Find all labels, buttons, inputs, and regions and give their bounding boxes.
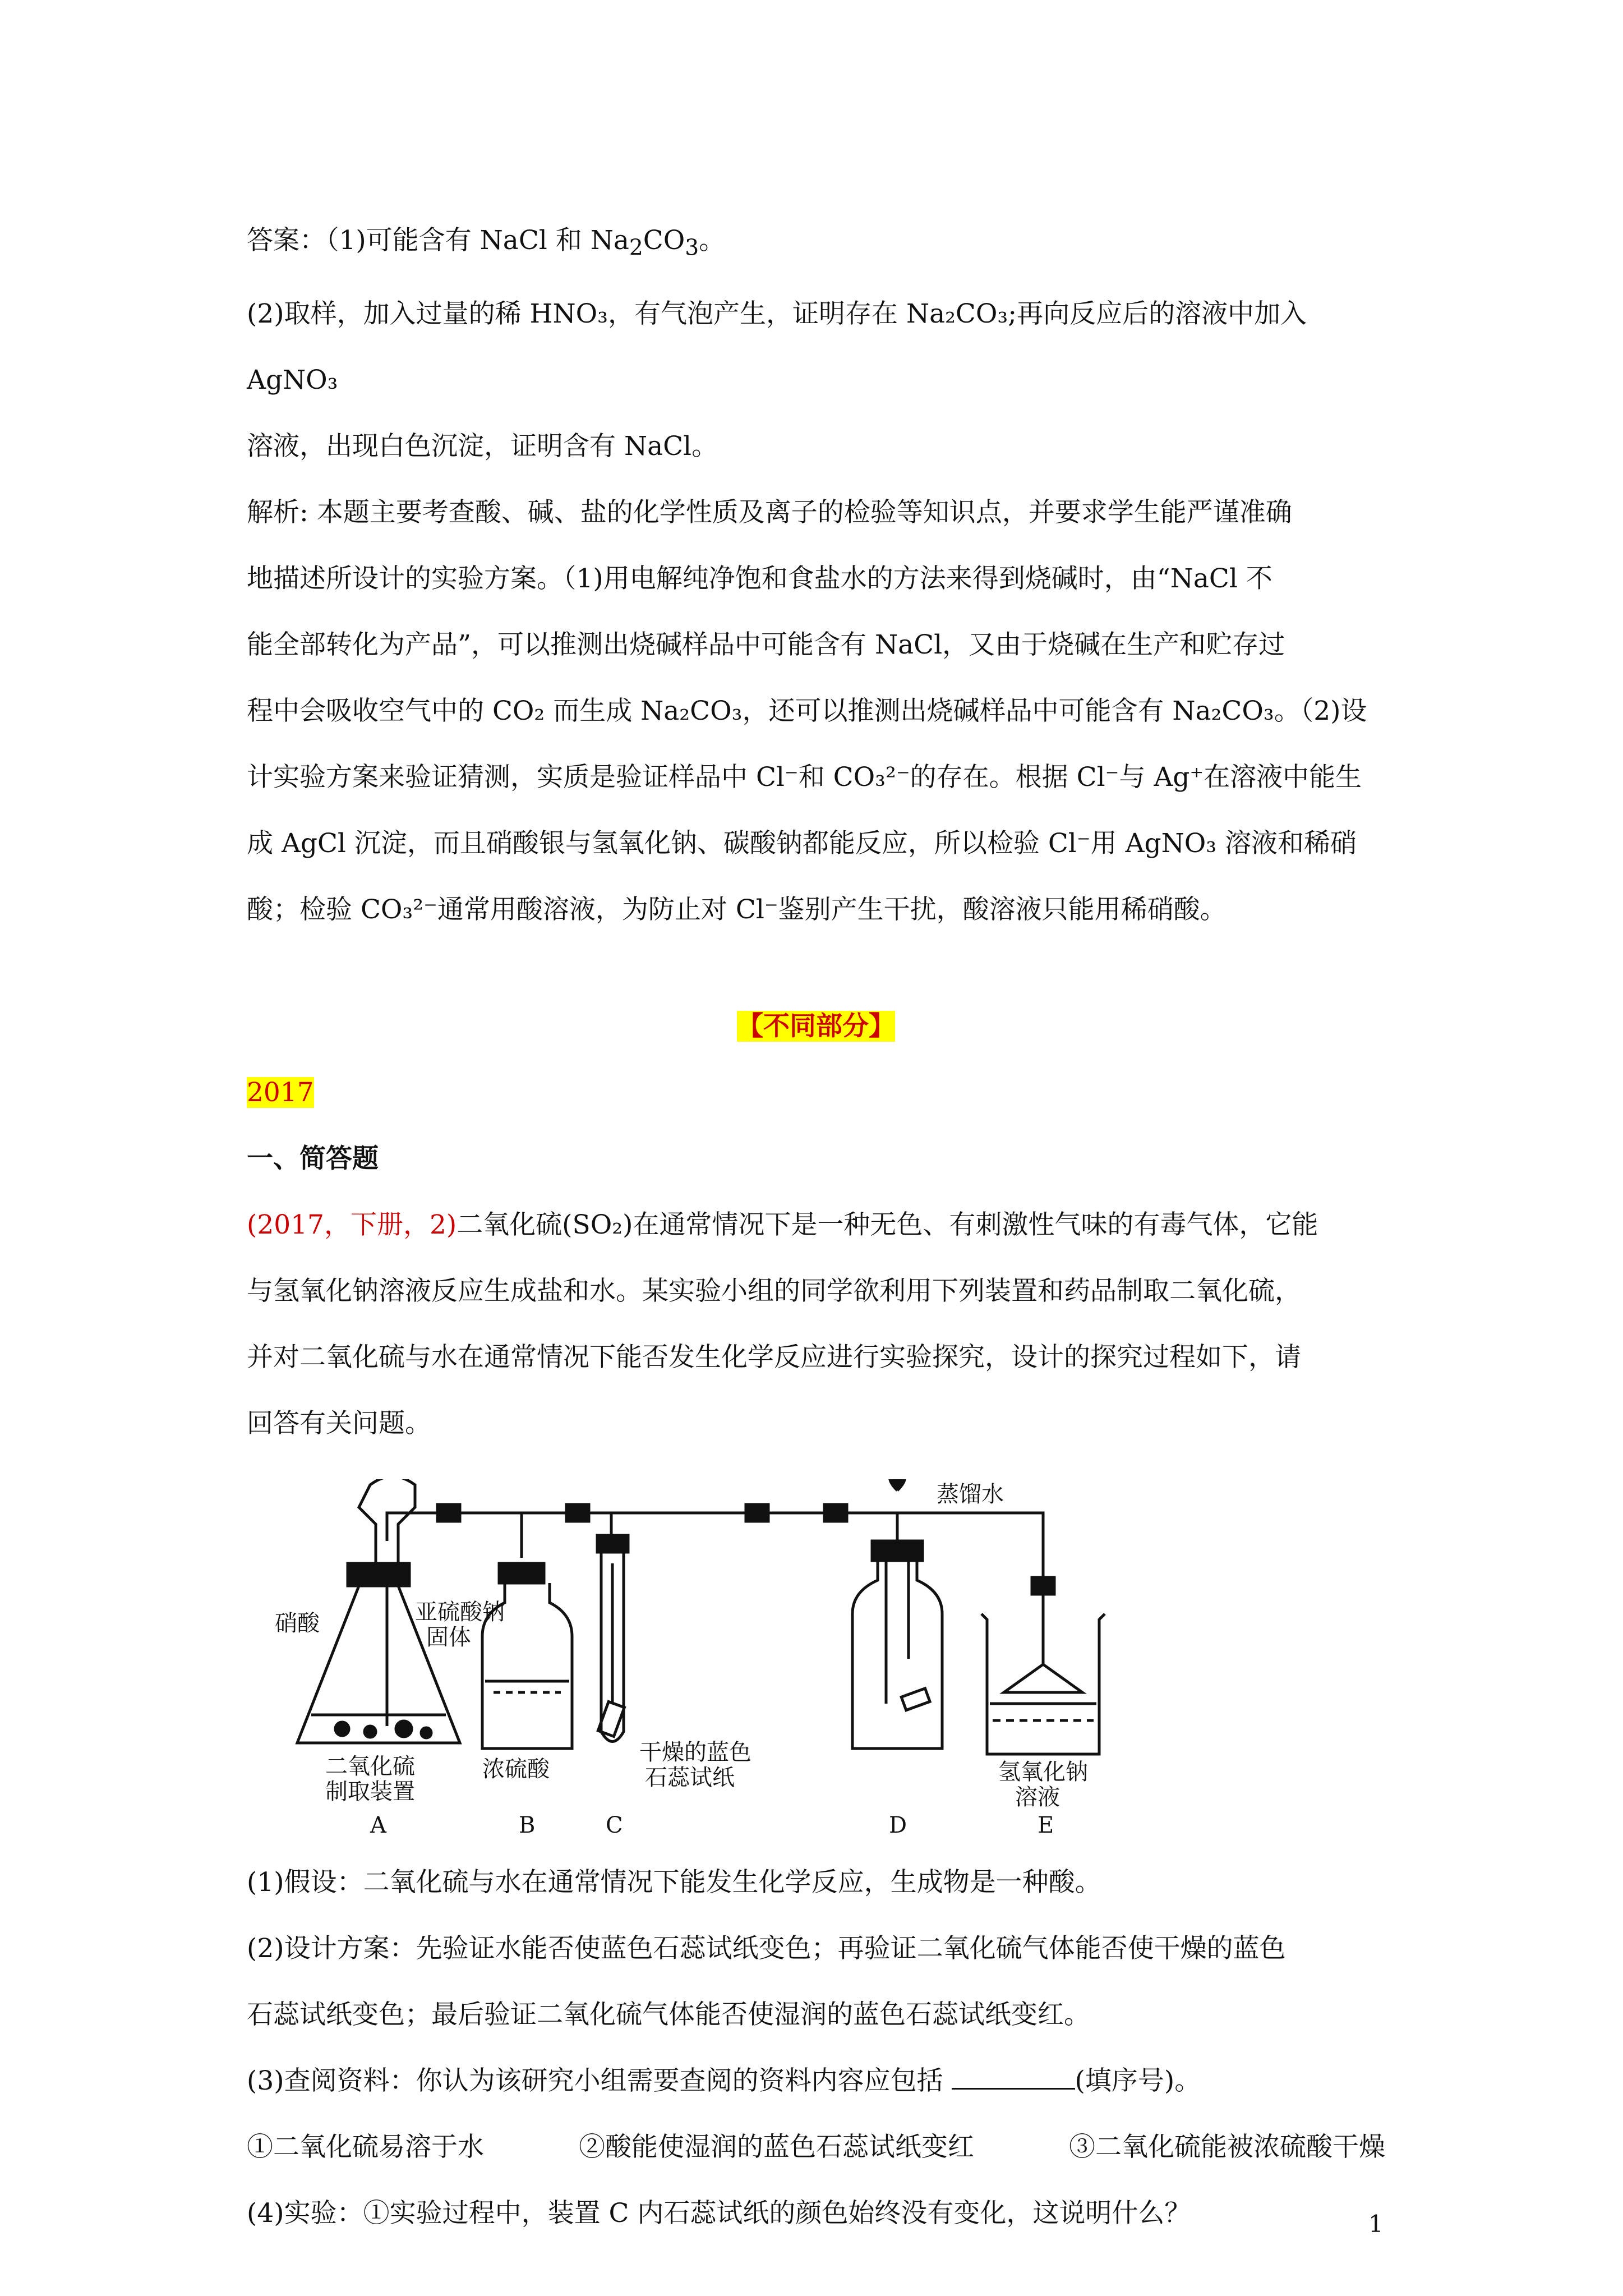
page-content — [247, 208, 1385, 2247]
section-title-line — [247, 993, 1385, 1060]
subsection-heading: 一、简答题 — [247, 1143, 379, 1175]
analysis-line-2: 地描述所设计的实验方案。（1)用电解纯净饱和食盐水的方法来得到烧碱时，由“NaCl 不 — [247, 563, 1272, 595]
analysis-line-4: 程中会吸收空气中的 CO₂ 而生成 Na₂CO₃，还可以推测出烧碱样品中可能含有 Na₂CO₃。（2)设 — [247, 696, 1367, 727]
answer-line-2: (2)取样，加入过量的稀 HNO₃，有气泡产生，证明存在 Na₂CO₃;再向反应后的溶液中加入 AgNO₃ — [247, 298, 1307, 396]
label-sodium-sulfite-1: 亚硫酸钠 — [415, 1599, 505, 1626]
label-dry-litmus-2: 石蕊试纸 — [645, 1765, 735, 1791]
question-line-3: 并对二氧化硫与水在通常情况下能否发生化学反应进行实验探究，设计的探究过程如下，请 — [247, 1342, 1301, 1373]
step-3: (3)查阅资料：你认为该研究小组需要查阅的资料内容应包括 (填序号)。 — [247, 2065, 1201, 2097]
answer-line-3: 溶液，出现白色沉淀，证明含有 NaCl。 — [247, 431, 718, 462]
label-so2-2: 制取装置 — [325, 1779, 415, 1805]
label-naoh-1: 氢氧化钠 — [998, 1759, 1088, 1786]
apparatus-figure — [258, 1479, 1155, 1838]
section-title: 【不同部分】 — [737, 1011, 895, 1042]
apparatus-diagram — [258, 1479, 1155, 1838]
letter-d: D — [889, 1812, 907, 1839]
label-so2-1: 二氧化硫 — [325, 1754, 415, 1780]
year-line — [247, 1060, 1385, 1126]
analysis-line-7: 酸；检验 CO₃²⁻通常用酸溶液，为防止对 Cl⁻鉴别产生干扰，酸溶液只能用稀硝酸。 — [247, 894, 1227, 926]
option-1: ①二氧化硫易溶于水 — [247, 2132, 484, 2163]
option-3: ③二氧化硫能被浓硫酸干燥 — [1069, 2132, 1385, 2163]
question-line-4: 回答有关问题。 — [247, 1408, 431, 1439]
spacer — [247, 943, 1385, 993]
step-1: (1)假设：二氧化硫与水在通常情况下能发生化学反应，生成物是一种酸。 — [247, 1867, 1101, 1898]
label-conc-h2so4: 浓硫酸 — [482, 1756, 550, 1783]
label-sodium-sulfite-2: 固体 — [426, 1625, 471, 1651]
letter-a: A — [370, 1812, 386, 1839]
question-line-1: (2017，下册，2)二氧化硫(SO₂)在通常情况下是一种无色、有刺激性气味的有毒气体，它能 — [247, 1209, 1318, 1241]
options-line — [247, 2114, 1385, 2180]
page-number: 1 — [1368, 2210, 1384, 2238]
step-2-line-2: 石蕊试纸变色；最后验证二氧化硫气体能否使湿润的蓝色石蕊试纸变红。 — [247, 1999, 1090, 2031]
step-2-line-1: (2)设计方案：先验证水能否使蓝色石蕊试纸变色；再验证二氧化硫气体能否使干燥的蓝色 — [247, 1933, 1286, 1964]
label-distilled-water: 蒸馏水 — [937, 1481, 1004, 1508]
letter-e: E — [1038, 1812, 1054, 1839]
question-source: (2017，下册，2) — [247, 1209, 457, 1241]
label-nitric-acid: 硝酸 — [275, 1611, 320, 1637]
analysis-line-3: 能全部转化为产品”，可以推测出烧碱样品中可能含有 NaCl，又由于烧碱在生产和贮存过 — [247, 629, 1285, 661]
label-dry-litmus-1: 干燥的蓝色 — [639, 1740, 751, 1766]
label-naoh-2: 溶液 — [1015, 1784, 1060, 1811]
answer-blank[interactable] — [952, 2064, 1075, 2090]
analysis-line-6: 成 AgCl 沉淀，而且硝酸银与氢氧化钠、碳酸钠都能反应，所以检验 Cl⁻用 AgNO₃ 溶液和稀硝 — [247, 828, 1357, 859]
letter-b: B — [519, 1812, 536, 1839]
question-line-2: 与氢氧化钠溶液反应生成盐和水。某实验小组的同学欲利用下列装置和药品制取二氧化硫， — [247, 1276, 1301, 1307]
step-4: (4)实验：①实验过程中，装置 C 内石蕊试纸的颜色始终没有变化，这说明什么？ — [247, 2198, 1191, 2229]
letter-c: C — [606, 1812, 623, 1839]
year-heading: 2017 — [247, 1077, 314, 1108]
option-2: ②酸能使湿润的蓝色石蕊试纸变红 — [579, 2132, 974, 2163]
analysis-line-1: 解析: 本题主要考查酸、碱、盐的化学性质及离子的检验等知识点，并要求学生能严谨准确 — [247, 497, 1292, 528]
analysis-line-5: 计实验方案来验证猜测，实质是验证样品中 Cl⁻和 CO₃²⁻的存在。根据 Cl⁻与 Ag⁺在溶液中能生 — [247, 762, 1362, 793]
answer-line-1: 答案：（1)可能含有 NaCl 和 $Na_2CO_3$。 — [247, 225, 726, 261]
